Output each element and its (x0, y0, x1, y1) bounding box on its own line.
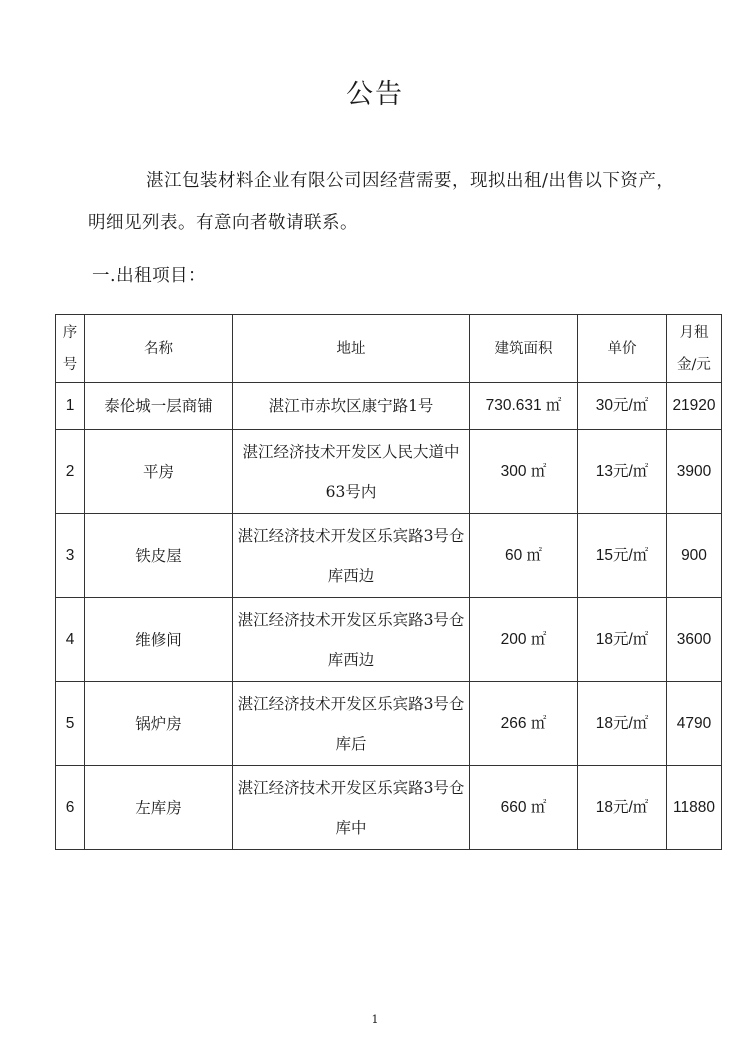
cell-no: 2 (56, 430, 85, 514)
table-header-row (56, 315, 722, 383)
header-name: 名称 (85, 315, 233, 383)
cell-no: 1 (56, 383, 85, 430)
cell-no: 3 (56, 514, 85, 598)
section-heading: 一.出租项目： (92, 266, 207, 286)
cell-price: 18元/㎡ (578, 766, 667, 850)
cell-price: 18元/㎡ (578, 598, 667, 682)
cell-rent: 900 (667, 514, 722, 598)
cell-address: 湛江市赤坎区康宁路1号 (233, 383, 470, 430)
cell-address: 湛江经济技术开发区乐宾路3号仓库中 (233, 766, 470, 850)
cell-price: 18元/㎡ (578, 682, 667, 766)
cell-address: 湛江经济技术开发区乐宾路3号仓库西边 (233, 514, 470, 598)
cell-name: 泰伦城一层商铺 (85, 383, 233, 430)
cell-address: 湛江经济技术开发区乐宾路3号仓库西边 (233, 598, 470, 682)
cell-rent: 21920 (667, 383, 722, 430)
cell-no: 5 (56, 682, 85, 766)
page-title: 公告 (346, 79, 404, 110)
table-row (56, 430, 722, 514)
cell-address: 湛江经济技术开发区人民大道中63号内 (233, 430, 470, 514)
cell-rent: 3600 (667, 598, 722, 682)
cell-name: 维修间 (85, 598, 233, 682)
cell-area: 660 ㎡ (470, 766, 578, 850)
cell-name: 铁皮屋 (85, 514, 233, 598)
cell-name: 锅炉房 (85, 682, 233, 766)
table-row (56, 682, 722, 766)
cell-address: 湛江经济技术开发区乐宾路3号仓库后 (233, 682, 470, 766)
cell-area: 730.631 ㎡ (470, 383, 578, 430)
cell-area: 200 ㎡ (470, 598, 578, 682)
cell-rent: 3900 (667, 430, 722, 514)
table-row (56, 598, 722, 682)
page-number: 1 (371, 1013, 379, 1026)
rental-assets-table (55, 314, 722, 850)
header-rent: 月租金/元 (667, 315, 722, 383)
cell-name: 左库房 (85, 766, 233, 850)
cell-no: 6 (56, 766, 85, 850)
cell-price: 13元/㎡ (578, 430, 667, 514)
cell-price: 30元/㎡ (578, 383, 667, 430)
header-no: 序号 (56, 315, 85, 383)
table-row (56, 766, 722, 850)
cell-rent: 11880 (667, 766, 722, 850)
cell-no: 4 (56, 598, 85, 682)
header-price: 单价 (578, 315, 667, 383)
header-address: 地址 (233, 315, 470, 383)
cell-name: 平房 (85, 430, 233, 514)
cell-area: 266 ㎡ (470, 682, 578, 766)
table-row (56, 383, 722, 430)
cell-area: 300 ㎡ (470, 430, 578, 514)
cell-price: 15元/㎡ (578, 514, 667, 598)
intro-paragraph: 湛江包装材料企业有限公司因经营需要，现拟出租/出售以下资产，明细见列表。有意向者敬请联系。 (88, 171, 675, 233)
cell-rent: 4790 (667, 682, 722, 766)
table-row (56, 514, 722, 598)
header-area: 建筑面积 (470, 315, 578, 383)
cell-area: 60 ㎡ (470, 514, 578, 598)
